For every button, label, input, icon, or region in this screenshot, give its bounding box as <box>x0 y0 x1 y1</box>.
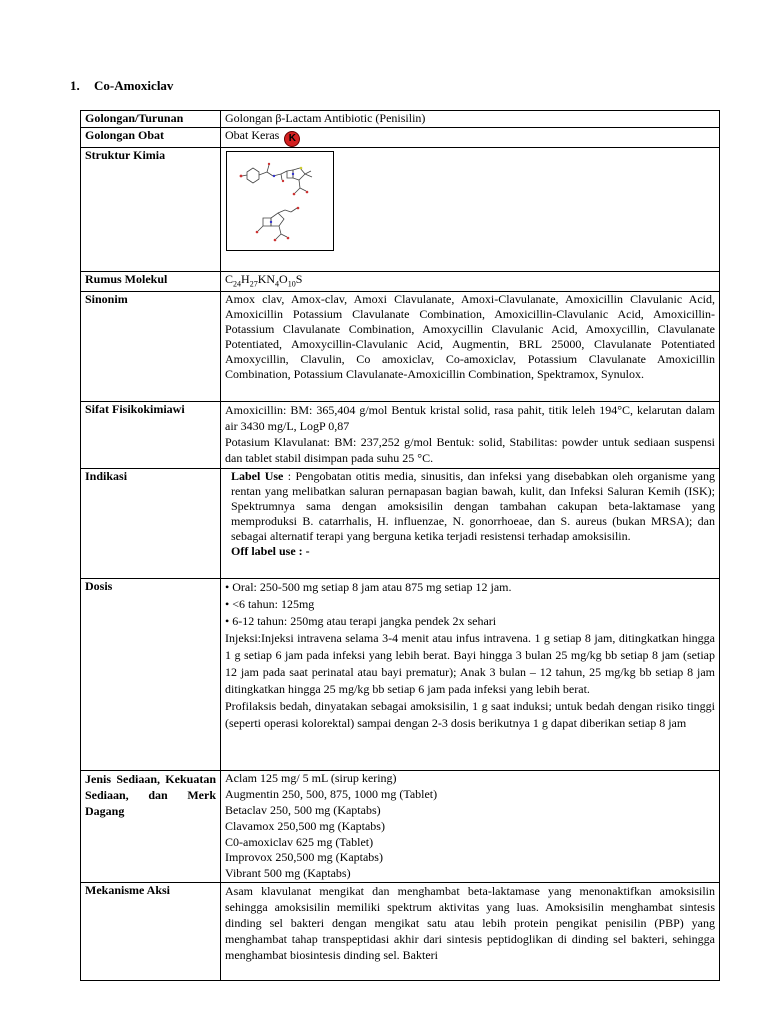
obat-keras-k-icon: K <box>284 131 300 147</box>
formula-c: C <box>225 272 234 286</box>
label-mekanisme-aksi: Mekanisme Aksi <box>81 882 221 980</box>
sediaan-item: Improvox 250,500 mg (Kaptabs) <box>225 850 383 865</box>
sediaan-item: Clavamox 250,500 mg (Kaptabs) <box>225 818 385 833</box>
dosis-bullet: • <6 tahun: 125mg <box>225 597 315 612</box>
dosis-bullet-text: Oral: 250-500 mg setiap 8 jam atau 875 mg setiap 12 jam. <box>232 580 512 595</box>
row-indikasi <box>81 469 720 579</box>
row-rumus-molekul <box>81 272 720 292</box>
chemical-structure-image <box>226 151 334 251</box>
value-sinonim: Amox clav, Amox-clav, Amoxi Clavulanate, Amoxi-Clavulanate, Amoxicillin Clavulanic Acid, Amoxicillin Potassium Clavulanate Combination, Amoxicillin-Clavulanic Acid, Amoxicillin-Potassium Clavulanate Combination, Amoxycillin Clavulanic Acid, Amoxycillin, Clavulanate Potentiated, Amoxycillin-Clavulanic Acid, Augmentin, BRL 25000, Clavulanate Potentiated Amoxycillin, Clavulin, Co amoxiclav, Co-amoxiclav, Potassium Clavulanate Amoxicillin Combination, Potassium Clavulanate-Amoxicillin Combination, Spektramox, Synulox. <box>221 292 720 402</box>
label-dosis: Dosis <box>81 579 221 771</box>
formula-o: O <box>279 272 288 286</box>
monograph-table <box>80 110 720 981</box>
dosis-bullet: • 6-12 tahun: 250mg atau terapi jangka pendek 2x sehari <box>225 614 497 629</box>
section-title: Co-Amoxiclav <box>94 78 174 93</box>
value-rumus-molekul <box>221 272 720 292</box>
sediaan-item: Vibrant 500 mg (Kaptabs) <box>225 866 351 881</box>
value-jenis-sediaan <box>221 771 720 883</box>
value-golongan-turunan: Golongan β-Lactam Antibiotic (Penisilin) <box>221 111 720 128</box>
formula-h: H <box>241 272 250 286</box>
row-jenis-sediaan <box>81 771 720 883</box>
formula-n-count: 4 <box>275 279 280 289</box>
dosis-profilaksis: Profilaksis bedah, dinyatakan sebagai amoksisilin, 1 g saat induksi; untuk bedah dengan risiko tinggi (seperti operasi kolorektal) sampai dengan 2-3 dosis berikutnya 1 g dapat diberikan setiap 8 jam <box>225 699 715 731</box>
formula-kn: KN <box>257 272 276 286</box>
sediaan-item: Betaclav 250, 500 mg (Kaptabs) <box>225 802 381 817</box>
label-struktur-kimia: Struktur Kimia <box>81 148 221 272</box>
label-golongan-obat: Golongan Obat <box>81 128 221 148</box>
golongan-obat-text: Obat Keras <box>225 128 280 142</box>
sifat-klavulanat: Potasium Klavulanat: BM: 237,252 g/mol Bentuk: solid, Stabilitas: powder untuk sediaan suspensi dan tablet stabil disimpan pada suhu 25 °C. <box>225 435 715 466</box>
label-use-title: Label Use <box>231 469 284 484</box>
dosis-injeksi: Injeksi:Injeksi intravena selama 3-4 menit atau infus intravena. 1 g setiap 8 jam, ditingkatkan hingga 1 g setiap 6 jam pada infeksi yang lebih berat. Bayi hingga 3 bulan 25 mg/kg bb setiap 8 jam (setiap 12 jam pada saat perinatal atau bayi prematur); Anak 3 bulan – 12 tahun, 25 mg/kg bb setiap 8 jam ditingkatkan hingga 25 mg/kg bb setiap 6 jam pada infeksi yang lebih berat. <box>225 631 715 697</box>
label-sinonim: Sinonim <box>81 292 221 402</box>
value-mekanisme-aksi: Asam klavulanat mengikat dan menghambat beta-laktamase yang menonaktifkan amoksisilin sehingga amoksisilin memiliki spektrum aktivitas yang luas. Amoksisilin menghambat sintesis dinding sel bakteri dengan mengikat satu atau lebih protein pengikat penisilin (PBP) yang menghambat tahap transpeptidasi akhir dari sintesis peptidoglikan di dinding sel bakteri, sehingga menghambat biosintesis dinding sel. Bakteri <box>221 882 720 980</box>
formula-s: S <box>295 272 303 286</box>
value-golongan-obat <box>221 128 720 148</box>
sifat-amoxicillin: Amoxicillin: BM: 365,404 g/mol Bentuk kristal solid, rasa pahit, titik leleh 194°C, kelarutan dalam air 3430 mg/L, LogP 0,87 <box>225 403 715 434</box>
row-golongan-turunan <box>81 111 720 128</box>
sediaan-item: C0-amoxiclav 625 mg (Tablet) <box>225 834 374 849</box>
label-jenis-sediaan: Jenis Sediaan, Kekuatan Sediaan, dan Merk Dagang <box>81 771 221 883</box>
sediaan-item: Augmentin 250, 500, 875, 1000 mg (Tablet) <box>225 787 438 802</box>
section-number: 1. <box>70 78 80 93</box>
value-sifat-fisikokimiawi <box>221 402 720 469</box>
row-sinonim <box>81 292 720 402</box>
indikasi-label-use <box>231 469 715 544</box>
label-sifat-fisikokimiawi: Sifat Fisikokimiawi <box>81 402 221 469</box>
dosis-bullet: • Oral: 250-500 mg setiap 8 jam atau 875 mg setiap 12 jam. <box>225 580 512 595</box>
section-heading <box>70 78 173 94</box>
label-indikasi: Indikasi <box>81 469 221 579</box>
formula-c-count: 24 <box>233 279 242 289</box>
dosis-bullet-text: <6 tahun: 125mg <box>232 597 315 612</box>
label-use-text: : Pengobatan otitis media, sinusitis, dan infeksi yang disebabkan oleh organisme yang rentan yang melibatkan saluran pernapasan bagian bawah, kulit, dan Infeksi Saluran Kemih (ISK); Spektrumnya sama dengan amoksisilin dengan tambahan cakupan beta-laktamase yang memproduksi B. catarrhalis, H. influenzae, N. gonorrhoeae, dan S. aureus (bukan MRSA); dan sebagai alternatif terapi yang berguna ketika terjadi resistensi terhadap amoksisilin. <box>231 469 716 544</box>
row-struktur-kimia <box>81 148 720 272</box>
sediaan-item: Aclam 125 mg/ 5 mL (sirup kering) <box>225 771 397 786</box>
formula-o-count: 10 <box>287 279 296 289</box>
row-dosis <box>81 579 720 771</box>
row-golongan-obat <box>81 128 720 148</box>
chemical-structure-drawing <box>227 152 333 250</box>
label-rumus-molekul: Rumus Molekul <box>81 272 221 292</box>
value-dosis <box>221 579 720 771</box>
value-struktur-kimia <box>221 148 720 272</box>
formula-h-count: 27 <box>249 279 258 289</box>
dosis-bullet-text: 6-12 tahun: 250mg atau terapi jangka pendek 2x sehari <box>232 614 497 629</box>
label-golongan-turunan: Golongan/Turunan <box>81 111 221 128</box>
value-indikasi <box>221 469 720 579</box>
row-mekanisme-aksi <box>81 882 720 980</box>
indikasi-off-label: Off label use : - <box>231 544 310 559</box>
row-sifat-fisikokimiawi <box>81 402 720 469</box>
